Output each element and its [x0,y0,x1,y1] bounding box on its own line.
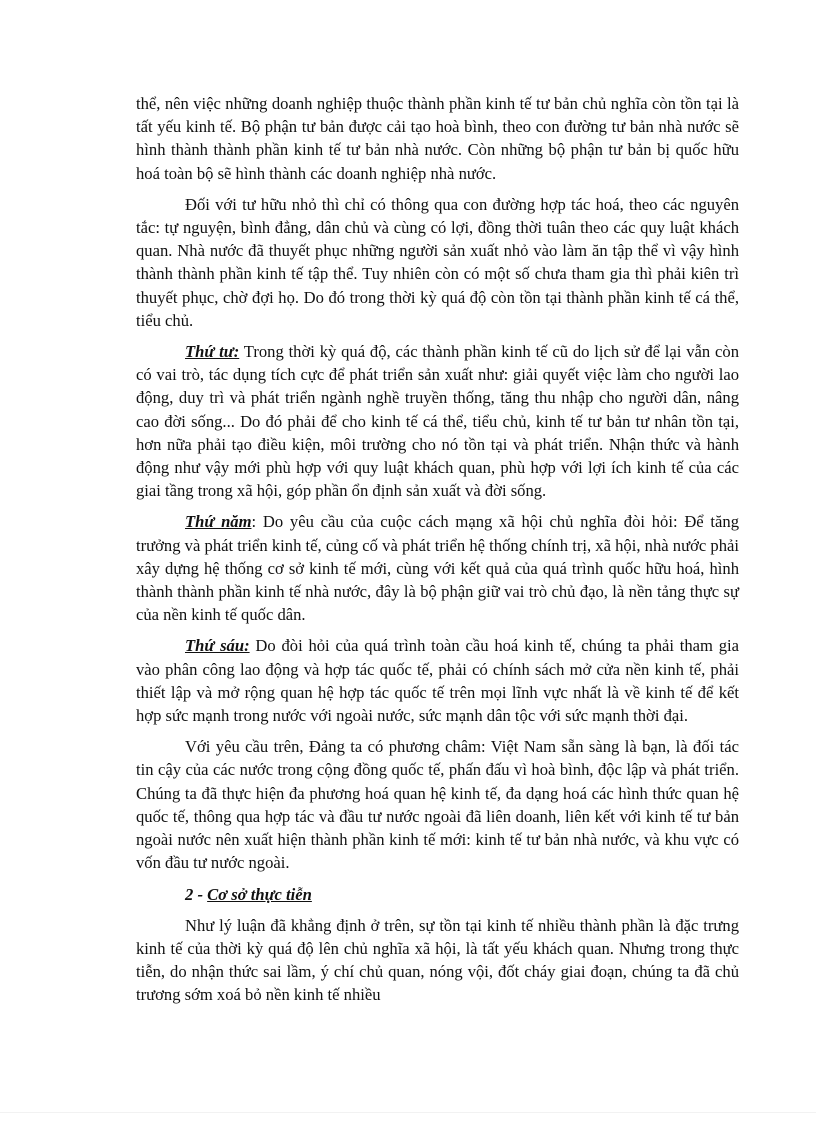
paragraph-text: Do đòi hỏi của quá trình toàn cầu hoá kinh tế, chúng ta phải tham gia vào phân công lao động và hợp tác quốc tế, phải có chính sách mở cửa nền kinh tế, phải thiết lập và mở rộng quan hệ hợp tác quốc tế trên mọi lĩnh vực nhất là về kinh tế để kết hợp sức mạnh trong nước với ngoài nước, sức mạnh dân tộc với sức mạnh thời đại. [136,636,739,726]
paragraph-lead-label: Thứ tư: [185,342,240,362]
page-bottom-edge [0,1112,816,1113]
paragraph-practical-basis [136,914,739,1007]
paragraph-fifth-reason [136,510,739,626]
section-heading-number: 2 - [185,884,208,904]
paragraph-text: : Do yêu cầu của cuộc cách mạng xã hội chủ nghĩa đòi hỏi: Để tăng trưởng và phát triển kinh tế, củng cố và phát triển hệ thống chính trị, xã hội, nhà nước phải xây dựng hệ thống cơ sở kinh tế mới, cùng với kết quả của quá trình quốc hữu hoá, hình thành thành phần kinh tế nhà nước, đây là bộ phận giữ vai trò chủ đạo, là nền tảng thực sự của nền kinh tế quốc dân. [136,512,739,625]
paragraph-lead-label: Thứ sáu: [185,636,250,656]
paragraph-text: Với yêu cầu trên, Đảng ta có phương châm: Việt Nam sẵn sàng là bạn, là đối tác tin cậy của các nước trong cộng đồng quốc tế, phấn đấu vì hoà bình, độc lập và phát triển. Chúng ta đã thực hiện đa phương hoá quan hệ kinh tế, đa dạng hoá các hình thức quan hệ quốc tế, thông qua hợp tác và đầu tư nước ngoài đã liên doanh, liên kết với kinh tế tư bản ngoài nước nên xuất hiện thành phần kinh tế mới: kinh tế tư bản nhà nước, và khu vực có vốn đầu tư nước ngoài. [136,737,739,873]
paragraph-text: Như lý luận đã khẳng định ở trên, sự tồn tại kinh tế nhiều thành phần là đặc trưng kinh tế của thời kỳ quá độ lên chủ nghĩa xã hội, là tất yếu khách quan. Nhưng trong thực tiễn, do nhận thức sai lầm, ý chí chủ quan, nóng vội, đốt cháy giai đoạn, chúng ta đã chủ trương sớm xoá bỏ nền kinh tế nhiều [136,915,739,1005]
paragraph-continuation [136,92,739,185]
paragraph-fourth-reason [136,340,739,502]
paragraph-text: Trong thời kỳ quá độ, các thành phần kinh tế cũ do lịch sử để lại vẫn còn có vai trò, tác dụng tích cực để phát triển sản xuất như: giải quyết việc làm cho người lao động, duy trì và phát triển ngành nghề truyền thống, tăng thu nhập cho người dân, nâng cao đời sống... Do đó phải để cho kinh tế cá thể, tiểu chủ, kinh tế tư bản tư nhân tồn tại, hơn nữa phải tạo điều kiện, môi trường cho nó tồn tại và phát triển. Nhận thức và hành động như vậy mới phù hợp với quy luật khách quan, phù hợp với lợi ích kinh tế của các giai tầng trong xã hội, góp phần ổn định sản xuất và đời sống. [136,342,739,501]
section-heading [136,883,739,906]
document-body [136,92,739,1015]
paragraph-small-ownership [136,193,739,332]
paragraph-lead-label: Thứ năm [185,512,252,532]
paragraph-text: thể, nên việc những doanh nghiệp thuộc thành phần kinh tế tư bản chủ nghĩa còn tồn tại là tất yếu kinh tế. Bộ phận tư bản được cải tạo hoà bình, theo con đường tư bản nhà nước sẽ hình thành thành phần kinh tế tư bản nhà nước. Còn những bộ phận tư bản bị quốc hữu hoá toàn bộ sẽ hình thành các doanh nghiệp nhà nước. [136,94,739,183]
paragraph-sixth-reason [136,634,739,727]
paragraph-text: Đối với tư hữu nhỏ thì chỉ có thông qua con đường hợp tác hoá, theo các nguyên tắc: tự nguyện, bình đẳng, dân chủ và cùng có lợi, đồng thời tuân theo các quy luật khách quan. Nhà nước đã thuyết phục những người sản xuất nhỏ vào làm ăn tập thể vì vậy hình thành thành phần kinh tế tập thể. Tuy nhiên còn có một số chưa tham gia thì phải kiên trì thuyết phục, chờ đợi họ. Do đó trong thời kỳ quá độ còn tồn tại thành phần kinh tế cá thể, tiểu chủ. [136,194,739,330]
section-heading-title: Cơ sở thực tiễn [207,884,312,904]
paragraph-party-policy [136,735,739,874]
